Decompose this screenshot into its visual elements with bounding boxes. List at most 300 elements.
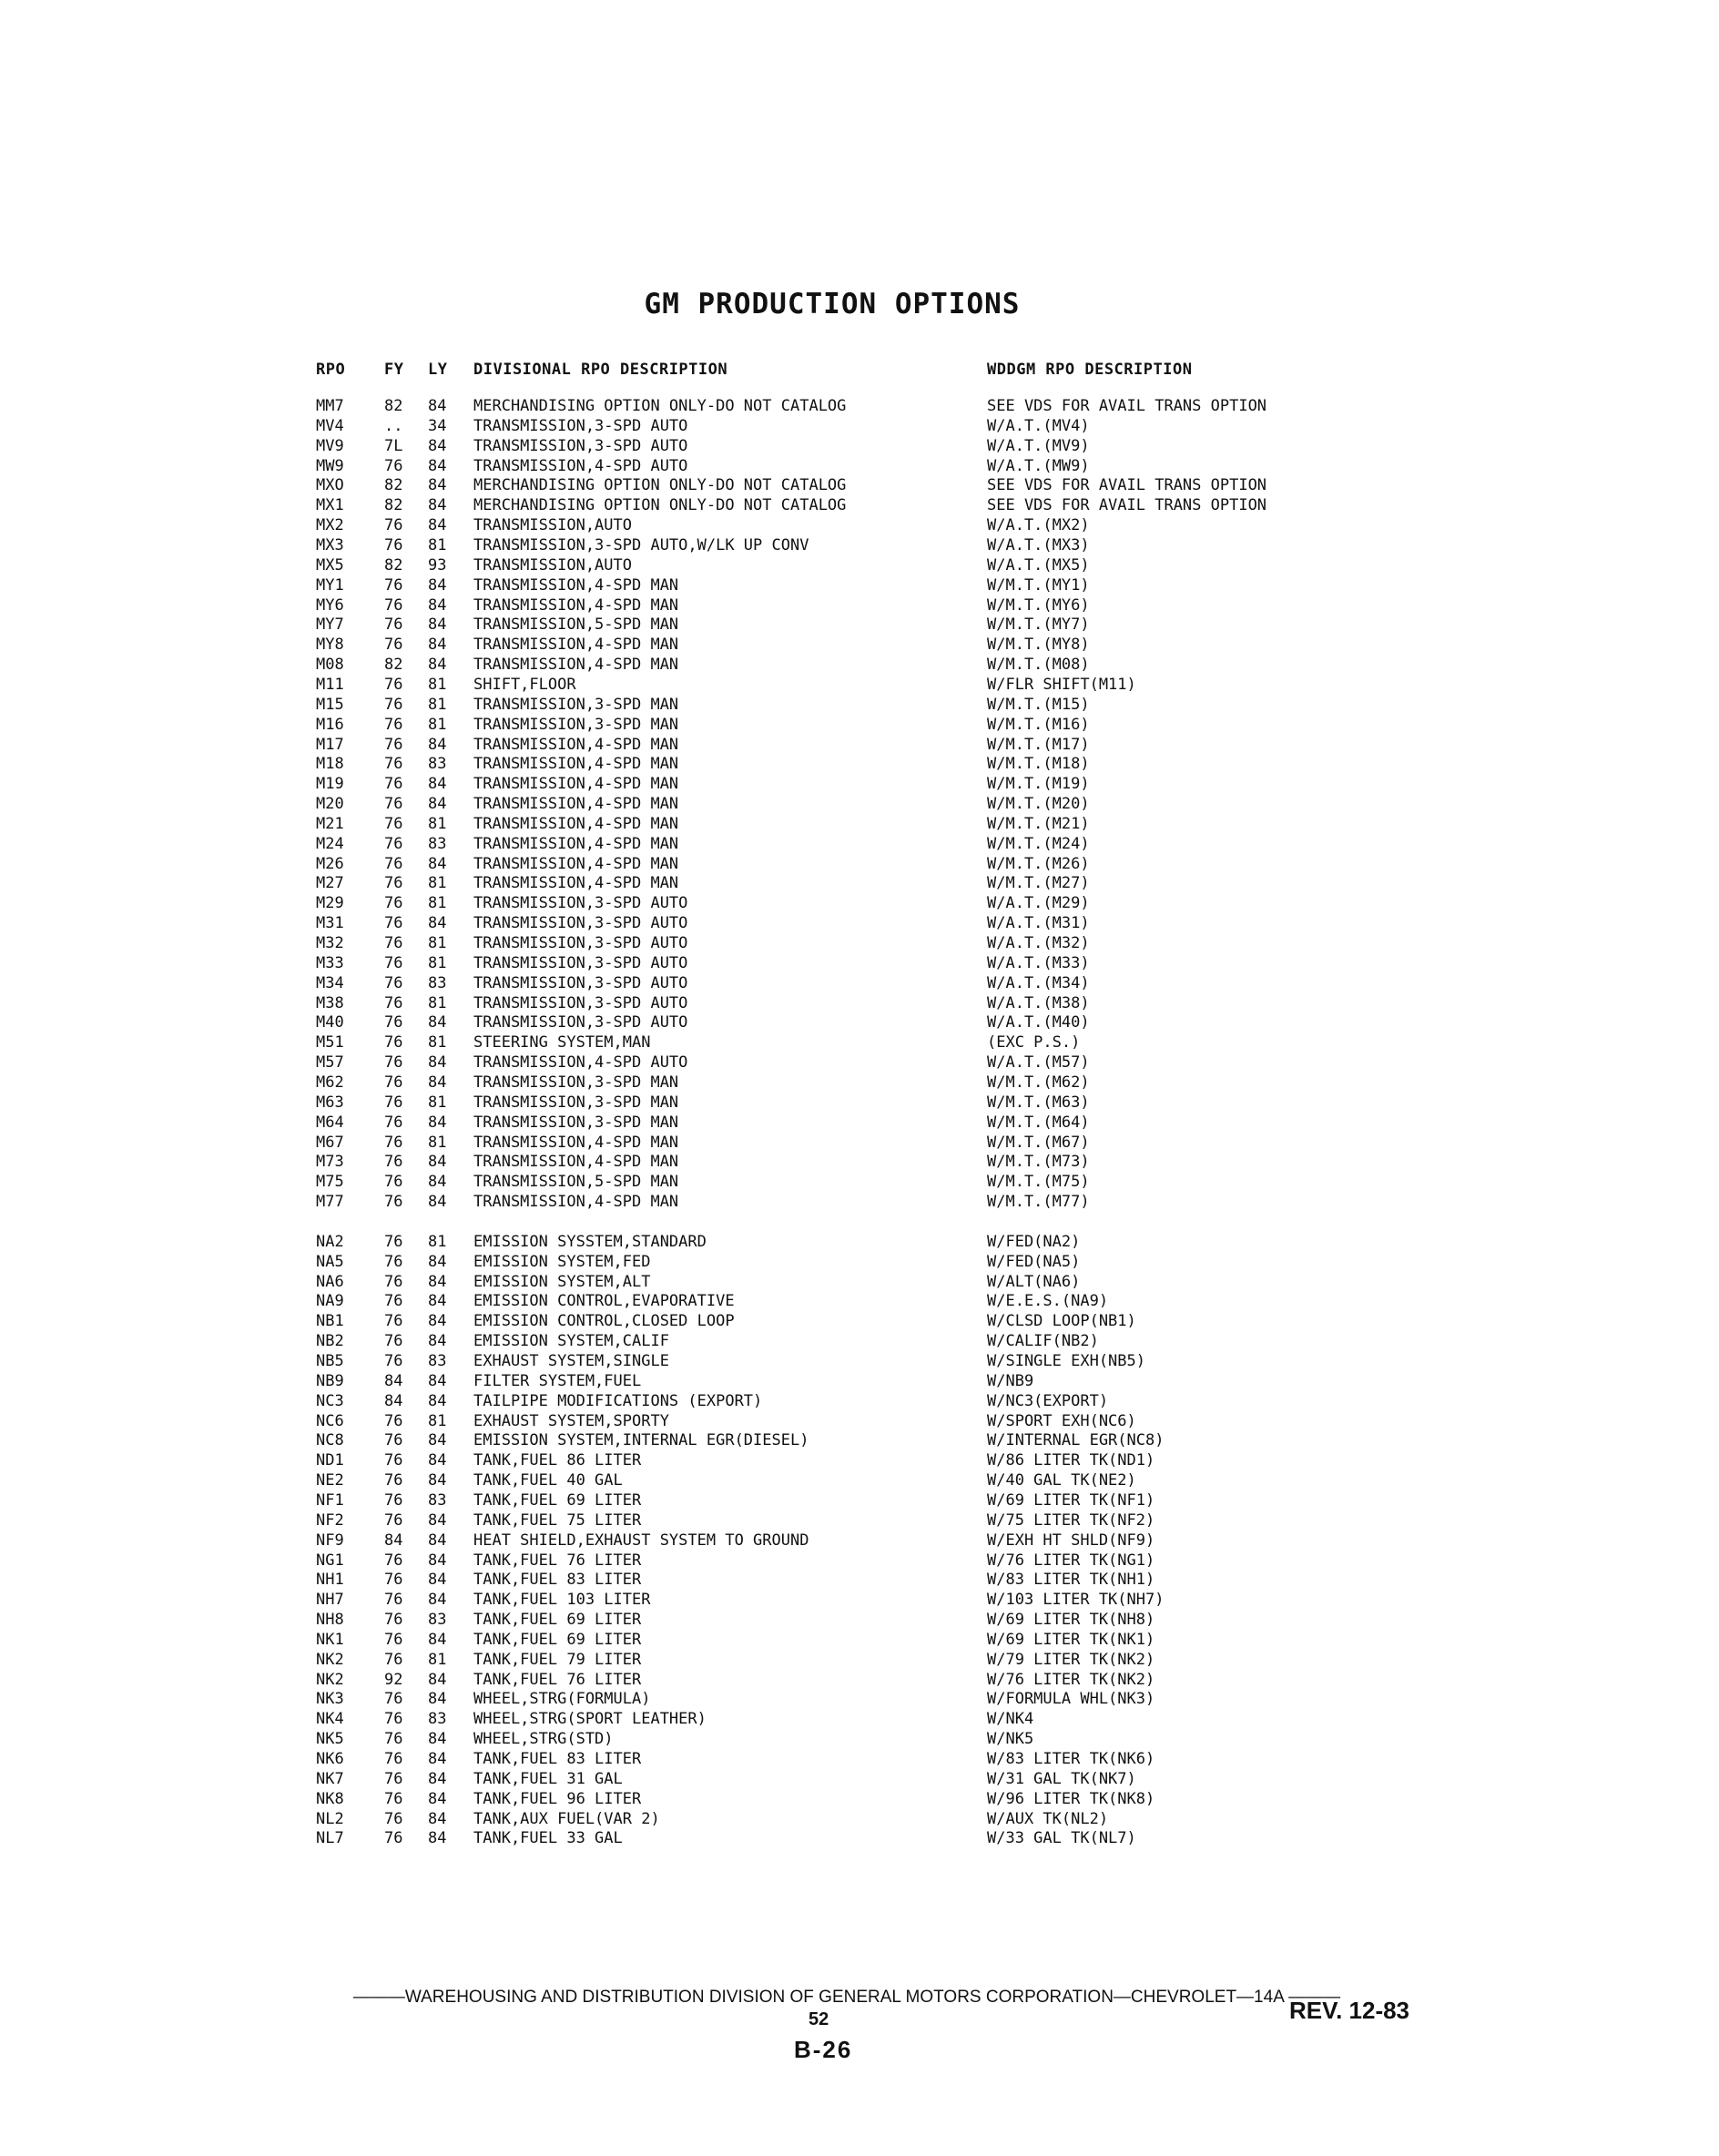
- ly-cell: 84: [428, 1013, 447, 1032]
- wddgm-description-cell: W/A.T.(MW9): [987, 456, 1090, 475]
- ly-cell: 83: [428, 1352, 447, 1370]
- table-row: [0, 1033, 1719, 1053]
- ly-cell: 81: [428, 695, 447, 714]
- wddgm-description-cell: W/M.T.(M26): [987, 854, 1090, 873]
- ly-cell: 84: [428, 1730, 447, 1749]
- header-rpo: RPO: [316, 361, 346, 379]
- ly-cell: 81: [428, 715, 447, 734]
- wddgm-description-cell: W/CLSD LOOP(NB1): [987, 1312, 1136, 1331]
- rpo-cell: NK5: [316, 1730, 344, 1749]
- rpo-cell: NL7: [316, 1829, 344, 1848]
- divisional-description-cell: TRANSMISSION,3-SPD MAN: [473, 715, 679, 734]
- fy-cell: 76: [384, 1490, 403, 1510]
- wddgm-description-cell: W/FED(NA5): [987, 1252, 1081, 1271]
- fy-cell: 76: [384, 1252, 403, 1271]
- divisional-description-cell: TRANSMISSION,4-SPD MAN: [473, 1133, 679, 1152]
- rpo-cell: M21: [316, 814, 344, 833]
- table-row: [0, 1591, 1719, 1611]
- fy-cell: 76: [384, 636, 403, 655]
- fy-cell: 76: [384, 993, 403, 1012]
- rpo-cell: M67: [316, 1133, 344, 1152]
- ly-cell: 84: [428, 397, 447, 415]
- table-row: [0, 1093, 1719, 1114]
- wddgm-description-cell: W/A.T.(M38): [987, 993, 1090, 1012]
- ly-cell: 84: [428, 1471, 447, 1490]
- ly-cell: 84: [428, 1371, 447, 1390]
- rpo-cell: M57: [316, 1053, 344, 1073]
- wddgm-description-cell: W/A.T.(MV4): [987, 416, 1090, 435]
- wddgm-description-cell: W/40 GAL TK(NE2): [987, 1471, 1136, 1490]
- wddgm-description-cell: W/M.T.(M08): [987, 656, 1090, 675]
- fy-cell: 82: [384, 656, 403, 675]
- table-row: [0, 934, 1719, 954]
- ly-cell: 81: [428, 1411, 447, 1430]
- rpo-cell: NC3: [316, 1391, 344, 1410]
- fy-cell: 76: [384, 1451, 403, 1470]
- table-row: [0, 1491, 1719, 1511]
- page-number: 52: [809, 2009, 829, 2029]
- fy-cell: 76: [384, 1193, 403, 1211]
- table-row: [0, 1312, 1719, 1332]
- fy-cell: 76: [384, 1292, 403, 1311]
- ly-cell: 81: [428, 934, 447, 952]
- fy-cell: 76: [384, 1113, 403, 1132]
- table-row: [0, 636, 1719, 656]
- rpo-cell: NL2: [316, 1809, 344, 1828]
- fy-cell: 76: [384, 854, 403, 873]
- table-row: [0, 1253, 1719, 1273]
- divisional-description-cell: TRANSMISSION,4-SPD MAN: [473, 795, 679, 813]
- table-row: [0, 496, 1719, 516]
- wddgm-description-cell: W/103 LITER TK(NH7): [987, 1591, 1165, 1610]
- rpo-cell: NG1: [316, 1551, 344, 1570]
- fy-cell: 76: [384, 1153, 403, 1172]
- fy-cell: 76: [384, 695, 403, 714]
- divisional-description-cell: MERCHANDISING OPTION ONLY-DO NOT CATALOG: [473, 476, 847, 495]
- table-row: [0, 1810, 1719, 1830]
- rpo-cell: M33: [316, 953, 344, 972]
- fy-cell: 76: [384, 1431, 403, 1450]
- fy-cell: 82: [384, 555, 403, 575]
- ly-cell: 84: [428, 1670, 447, 1689]
- rpo-cell: MY1: [316, 575, 344, 595]
- table-row: [0, 1073, 1719, 1093]
- ly-cell: 84: [428, 1173, 447, 1192]
- table-row: [0, 1332, 1719, 1352]
- divisional-description-cell: EXHAUST SYSTEM,SINGLE: [473, 1352, 669, 1370]
- divisional-description-cell: TRANSMISSION,3-SPD MAN: [473, 1073, 679, 1092]
- fy-cell: 76: [384, 934, 403, 952]
- table-row: [0, 1671, 1719, 1691]
- rpo-cell: NK1: [316, 1630, 344, 1649]
- wddgm-description-cell: W/M.T.(MY8): [987, 636, 1090, 655]
- wddgm-description-cell: W/M.T.(M16): [987, 715, 1090, 734]
- table-row: [0, 1134, 1719, 1154]
- table-row: [0, 596, 1719, 616]
- table-row: [0, 437, 1719, 457]
- ly-cell: 84: [428, 1312, 447, 1331]
- divisional-description-cell: TRANSMISSION,3-SPD AUTO: [473, 894, 688, 913]
- fy-cell: 76: [384, 834, 403, 853]
- rpo-cell: M63: [316, 1093, 344, 1112]
- ly-cell: 84: [428, 575, 447, 595]
- divisional-description-cell: TANK,FUEL 40 GAL: [473, 1471, 623, 1490]
- fy-cell: 76: [384, 1710, 403, 1729]
- ly-cell: 84: [428, 1630, 447, 1649]
- fy-cell: 76: [384, 1650, 403, 1669]
- table-row: [0, 1292, 1719, 1312]
- ly-cell: 84: [428, 795, 447, 813]
- fy-cell: 76: [384, 1332, 403, 1351]
- rpo-cell: M38: [316, 993, 344, 1012]
- rpo-cell: NB9: [316, 1371, 344, 1390]
- divisional-description-cell: MERCHANDISING OPTION ONLY-DO NOT CATALOG: [473, 496, 847, 515]
- wddgm-description-cell: W/A.T.(MX2): [987, 516, 1090, 535]
- fy-cell: 76: [384, 1312, 403, 1331]
- fy-cell: 76: [384, 516, 403, 535]
- rpo-cell: NA2: [316, 1232, 344, 1251]
- wddgm-description-cell: W/A.T.(M32): [987, 934, 1090, 952]
- rpo-cell: M62: [316, 1073, 344, 1092]
- wddgm-description-cell: W/86 LITER TK(ND1): [987, 1451, 1155, 1470]
- wddgm-description-cell: W/A.T.(M57): [987, 1053, 1090, 1073]
- wddgm-description-cell: W/A.T.(M29): [987, 894, 1090, 913]
- wddgm-description-cell: W/A.T.(M40): [987, 1013, 1090, 1032]
- table-row: [0, 1511, 1719, 1531]
- header-fy: FY: [384, 361, 404, 379]
- table-row: [0, 1372, 1719, 1392]
- divisional-description-cell: TRANSMISSION,4-SPD MAN: [473, 1193, 679, 1211]
- fy-cell: 76: [384, 1789, 403, 1808]
- wddgm-description-cell: W/M.T.(M67): [987, 1133, 1090, 1152]
- divisional-description-cell: TANK,FUEL 69 LITER: [473, 1611, 642, 1629]
- ly-cell: 34: [428, 416, 447, 435]
- fy-cell: 76: [384, 1769, 403, 1788]
- ly-cell: 84: [428, 1789, 447, 1808]
- divisional-description-cell: TRANSMISSION,4-SPD MAN: [473, 834, 679, 853]
- rpo-cell: NA5: [316, 1252, 344, 1271]
- fy-cell: 76: [384, 1829, 403, 1848]
- rpo-cell: MY6: [316, 595, 344, 615]
- wddgm-description-cell: W/M.T.(M27): [987, 874, 1090, 893]
- fy-cell: 82: [384, 476, 403, 495]
- wddgm-description-cell: W/A.T.(MV9): [987, 436, 1090, 455]
- ly-cell: 81: [428, 1093, 447, 1112]
- revision-label: REV. 12-83: [1289, 1997, 1410, 2024]
- divisional-description-cell: TRANSMISSION,4-SPD MAN: [473, 636, 679, 655]
- fy-cell: 76: [384, 456, 403, 475]
- fy-cell: 76: [384, 1551, 403, 1570]
- wddgm-description-cell: W/EXH HT SHLD(NF9): [987, 1531, 1155, 1550]
- fy-cell: 76: [384, 715, 403, 734]
- divisional-description-cell: MERCHANDISING OPTION ONLY-DO NOT CATALOG: [473, 397, 847, 415]
- rpo-cell: M18: [316, 755, 344, 774]
- ly-cell: 81: [428, 874, 447, 893]
- rpo-cell: M73: [316, 1153, 344, 1172]
- divisional-description-cell: TRANSMISSION,3-SPD MAN: [473, 695, 679, 714]
- table-row: [0, 1690, 1719, 1710]
- divisional-description-cell: TANK,FUEL 79 LITER: [473, 1650, 642, 1669]
- divisional-description-cell: TRANSMISSION,AUTO: [473, 516, 632, 535]
- rpo-cell: M17: [316, 735, 344, 754]
- rpo-cell: M51: [316, 1033, 344, 1053]
- wddgm-description-cell: W/FLR SHIFT(M11): [987, 675, 1136, 694]
- divisional-description-cell: TANK,FUEL 69 LITER: [473, 1630, 642, 1649]
- ly-cell: 81: [428, 1133, 447, 1152]
- ly-cell: 84: [428, 1292, 447, 1311]
- ly-cell: 84: [428, 914, 447, 933]
- ly-cell: 84: [428, 1809, 447, 1828]
- rpo-cell: M20: [316, 795, 344, 813]
- divisional-description-cell: WHEEL,STRG(SPORT LEATHER): [473, 1710, 707, 1729]
- divisional-description-cell: TRANSMISSION,4-SPD MAN: [473, 735, 679, 754]
- wddgm-description-cell: W/M.T.(M17): [987, 735, 1090, 754]
- fy-cell: 76: [384, 735, 403, 754]
- table-row: [0, 1551, 1719, 1571]
- table-row: [0, 1451, 1719, 1471]
- table-row: [0, 397, 1719, 417]
- fy-cell: 84: [384, 1371, 403, 1390]
- wddgm-description-cell: W/CALIF(NB2): [987, 1332, 1099, 1351]
- divisional-description-cell: TRANSMISSION,4-SPD MAN: [473, 656, 679, 675]
- divisional-description-cell: FILTER SYSTEM,FUEL: [473, 1371, 642, 1390]
- fy-cell: 76: [384, 575, 403, 595]
- divisional-description-cell: TANK,AUX FUEL(VAR 2): [473, 1809, 660, 1828]
- table-row: [0, 556, 1719, 576]
- divisional-description-cell: TRANSMISSION,3-SPD AUTO: [473, 993, 688, 1012]
- rpo-cell: MV9: [316, 436, 344, 455]
- table-row: [0, 815, 1719, 835]
- table-row: [0, 1829, 1719, 1849]
- wddgm-description-cell: W/96 LITER TK(NK8): [987, 1789, 1155, 1808]
- wddgm-description-cell: W/M.T.(M62): [987, 1073, 1090, 1092]
- ly-cell: 84: [428, 775, 447, 794]
- divisional-description-cell: TRANSMISSION,3-SPD AUTO: [473, 1013, 688, 1032]
- ly-cell: 84: [428, 1332, 447, 1351]
- page-id: B-26: [794, 2036, 853, 2063]
- ly-cell: 81: [428, 536, 447, 554]
- rpo-cell: NA6: [316, 1272, 344, 1291]
- divisional-description-cell: EMISSION SYSSTEM,STANDARD: [473, 1232, 707, 1251]
- divisional-description-cell: EMISSION CONTROL,CLOSED LOOP: [473, 1312, 735, 1331]
- wddgm-description-cell: W/75 LITER TK(NF2): [987, 1510, 1155, 1530]
- table-row: [0, 775, 1719, 795]
- table-row: [0, 835, 1719, 855]
- rpo-cell: M29: [316, 894, 344, 913]
- rpo-cell: M19: [316, 775, 344, 794]
- table-row: [0, 1193, 1719, 1213]
- rpo-cell: NF1: [316, 1490, 344, 1510]
- wddgm-description-cell: W/NC3(EXPORT): [987, 1391, 1109, 1410]
- table-row: [0, 476, 1719, 496]
- rpo-cell: NK8: [316, 1789, 344, 1808]
- table-row: [0, 914, 1719, 934]
- fy-cell: 76: [384, 1630, 403, 1649]
- ly-cell: 84: [428, 1571, 447, 1590]
- fy-cell: 76: [384, 1411, 403, 1430]
- fy-cell: 76: [384, 1272, 403, 1291]
- table-row: [0, 894, 1719, 914]
- divisional-description-cell: TANK,FUEL 86 LITER: [473, 1451, 642, 1470]
- wddgm-description-cell: (EXC P.S.): [987, 1033, 1081, 1053]
- wddgm-description-cell: W/A.T.(M34): [987, 973, 1090, 992]
- rpo-cell: MY7: [316, 615, 344, 635]
- rpo-cell: NH1: [316, 1571, 344, 1590]
- ly-cell: 83: [428, 834, 447, 853]
- rpo-cell: M11: [316, 675, 344, 694]
- divisional-description-cell: WHEEL,STRG(FORMULA): [473, 1690, 651, 1709]
- divisional-description-cell: TANK,FUEL 83 LITER: [473, 1571, 642, 1590]
- fy-cell: 76: [384, 1073, 403, 1092]
- table-row: [0, 1790, 1719, 1810]
- table-row: [0, 696, 1719, 716]
- table-row: [0, 1412, 1719, 1432]
- table-row: [0, 1053, 1719, 1073]
- divisional-description-cell: TRANSMISSION,4-SPD AUTO: [473, 456, 688, 475]
- ly-cell: 83: [428, 973, 447, 992]
- table-row: [0, 1631, 1719, 1651]
- wddgm-description-cell: W/M.T.(M20): [987, 795, 1090, 813]
- ly-cell: 81: [428, 1650, 447, 1669]
- fy-cell: 76: [384, 1471, 403, 1490]
- wddgm-description-cell: W/83 LITER TK(NH1): [987, 1571, 1155, 1590]
- ly-cell: 83: [428, 1710, 447, 1729]
- wddgm-description-cell: W/M.T.(M21): [987, 814, 1090, 833]
- divisional-description-cell: TRANSMISSION,3-SPD AUTO: [473, 416, 688, 435]
- divisional-description-cell: TRANSMISSION,5-SPD MAN: [473, 615, 679, 635]
- table-row: [0, 656, 1719, 676]
- rpo-cell: M15: [316, 695, 344, 714]
- wddgm-description-cell: W/FED(NA2): [987, 1232, 1081, 1251]
- divisional-description-cell: TRANSMISSION,5-SPD MAN: [473, 1173, 679, 1192]
- wddgm-description-cell: W/M.T.(M15): [987, 695, 1090, 714]
- fy-cell: 84: [384, 1531, 403, 1550]
- table-row: [0, 1651, 1719, 1671]
- page-title: GM PRODUCTION OPTIONS: [644, 288, 1021, 320]
- ly-cell: 84: [428, 1531, 447, 1550]
- divisional-description-cell: TRANSMISSION,3-SPD MAN: [473, 1093, 679, 1112]
- ly-cell: 81: [428, 894, 447, 913]
- divisional-description-cell: TRANSMISSION,AUTO: [473, 555, 632, 575]
- rpo-cell: NK2: [316, 1650, 344, 1669]
- rpo-cell: M75: [316, 1173, 344, 1192]
- ly-cell: 81: [428, 993, 447, 1012]
- wddgm-description-cell: W/A.T.(M31): [987, 914, 1090, 933]
- table-row: [0, 417, 1719, 437]
- ly-cell: 93: [428, 555, 447, 575]
- wddgm-description-cell: W/A.T.(M33): [987, 953, 1090, 972]
- wddgm-description-cell: W/ALT(NA6): [987, 1272, 1081, 1291]
- table-row: [0, 974, 1719, 994]
- fy-cell: 76: [384, 1133, 403, 1152]
- divisional-description-cell: TRANSMISSION,3-SPD AUTO: [473, 436, 688, 455]
- fy-cell: 76: [384, 973, 403, 992]
- rpo-cell: ND1: [316, 1451, 344, 1470]
- table-row: [0, 1273, 1719, 1293]
- wddgm-description-cell: W/M.T.(M19): [987, 775, 1090, 794]
- fy-cell: 76: [384, 1033, 403, 1053]
- divisional-description-cell: TRANSMISSION,3-SPD AUTO: [473, 953, 688, 972]
- header-ly: LY: [428, 361, 448, 379]
- divisional-description-cell: TANK,FUEL 96 LITER: [473, 1789, 642, 1808]
- wddgm-description-cell: W/M.T.(M24): [987, 834, 1090, 853]
- fy-cell: 76: [384, 1571, 403, 1590]
- divisional-description-cell: EMISSION SYSTEM,ALT: [473, 1272, 651, 1291]
- ly-cell: 84: [428, 436, 447, 455]
- wddgm-description-cell: W/M.T.(M63): [987, 1093, 1090, 1112]
- fy-cell: 76: [384, 675, 403, 694]
- ly-cell: 84: [428, 615, 447, 635]
- ly-cell: 81: [428, 675, 447, 694]
- ly-cell: 84: [428, 1451, 447, 1470]
- ly-cell: 84: [428, 1272, 447, 1291]
- table-row: [0, 755, 1719, 775]
- wddgm-description-cell: W/79 LITER TK(NK2): [987, 1650, 1155, 1669]
- ly-cell: 84: [428, 1153, 447, 1172]
- table-row: [0, 615, 1719, 636]
- divisional-description-cell: TANK,FUEL 76 LITER: [473, 1551, 642, 1570]
- fy-cell: 76: [384, 894, 403, 913]
- divisional-description-cell: TRANSMISSION,3-SPD MAN: [473, 1113, 679, 1132]
- divisional-description-cell: TRANSMISSION,3-SPD AUTO: [473, 973, 688, 992]
- table-row: [0, 1471, 1719, 1491]
- table-row: [0, 1392, 1719, 1412]
- divisional-description-cell: TAILPIPE MODIFICATIONS (EXPORT): [473, 1391, 763, 1410]
- rpo-cell: MX1: [316, 496, 344, 515]
- table-row: [0, 795, 1719, 815]
- divisional-description-cell: TRANSMISSION,4-SPD MAN: [473, 595, 679, 615]
- rpo-cell: NK4: [316, 1710, 344, 1729]
- rpo-cell: M31: [316, 914, 344, 933]
- wddgm-description-cell: W/M.T.(M75): [987, 1173, 1090, 1192]
- ly-cell: 81: [428, 1033, 447, 1053]
- wddgm-description-cell: W/69 LITER TK(NH8): [987, 1611, 1155, 1629]
- table-row: [0, 1013, 1719, 1033]
- fy-cell: 76: [384, 536, 403, 554]
- ly-cell: 84: [428, 656, 447, 675]
- divisional-description-cell: TANK,FUEL 75 LITER: [473, 1510, 642, 1530]
- fy-cell: 76: [384, 1510, 403, 1530]
- rpo-cell: NH8: [316, 1611, 344, 1629]
- wddgm-description-cell: SEE VDS FOR AVAIL TRANS OPTION: [987, 397, 1267, 415]
- fy-cell: 76: [384, 755, 403, 774]
- rpo-cell: M27: [316, 874, 344, 893]
- table-row: [0, 516, 1719, 536]
- ly-cell: 84: [428, 1690, 447, 1709]
- divisional-description-cell: TANK,FUEL 103 LITER: [473, 1591, 651, 1610]
- ly-cell: 84: [428, 1193, 447, 1211]
- divisional-description-cell: TRANSMISSION,3-SPD AUTO: [473, 934, 688, 952]
- fy-cell: 76: [384, 1730, 403, 1749]
- table-row: [0, 1173, 1719, 1193]
- table-row: [0, 1233, 1719, 1253]
- rpo-cell: NF9: [316, 1531, 344, 1550]
- divisional-description-cell: TANK,FUEL 76 LITER: [473, 1670, 642, 1689]
- ly-cell: 84: [428, 1750, 447, 1768]
- wddgm-description-cell: W/NK5: [987, 1730, 1034, 1749]
- table-row: [0, 954, 1719, 974]
- divisional-description-cell: TRANSMISSION,4-SPD MAN: [473, 1153, 679, 1172]
- divisional-description-cell: EMISSION SYSTEM,CALIF: [473, 1332, 669, 1351]
- ly-cell: 84: [428, 1591, 447, 1610]
- ly-cell: 84: [428, 595, 447, 615]
- divisional-description-cell: EXHAUST SYSTEM,SPORTY: [473, 1411, 669, 1430]
- ly-cell: 84: [428, 1551, 447, 1570]
- divisional-description-cell: TRANSMISSION,4-SPD MAN: [473, 854, 679, 873]
- wddgm-description-cell: SEE VDS FOR AVAIL TRANS OPTION: [987, 476, 1267, 495]
- table-row: [0, 457, 1719, 477]
- wddgm-description-cell: W/M.T.(M73): [987, 1153, 1090, 1172]
